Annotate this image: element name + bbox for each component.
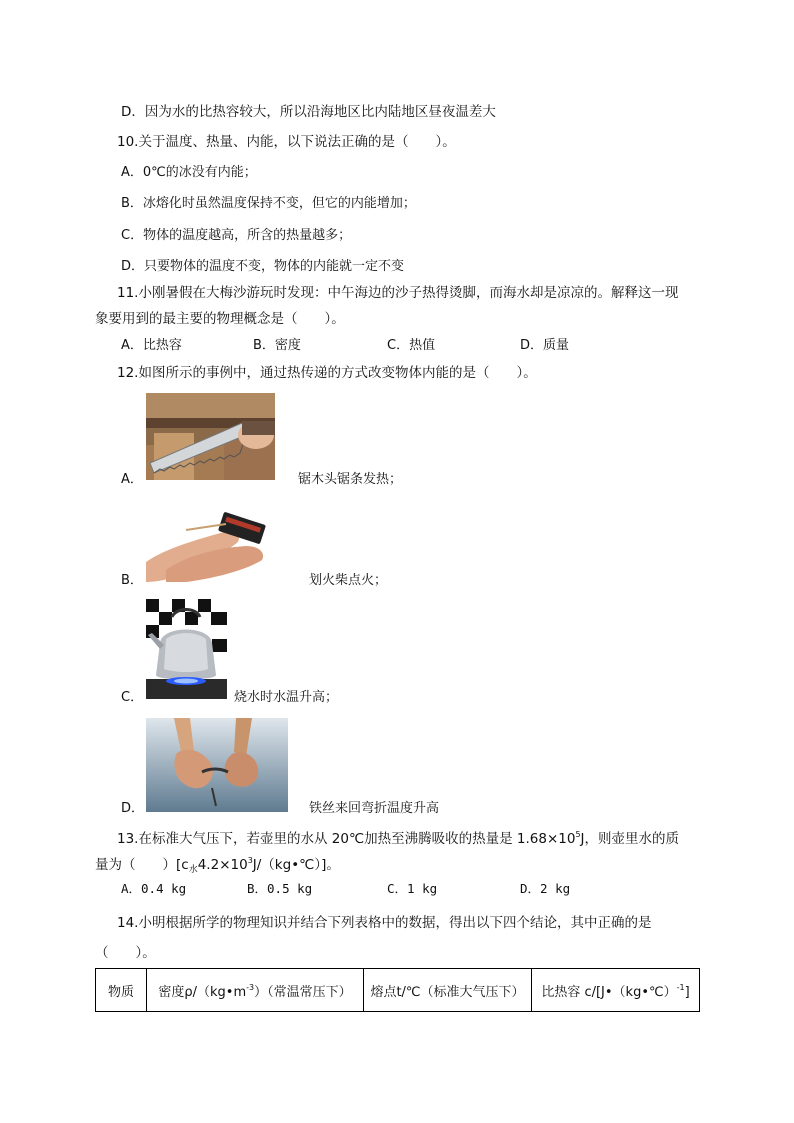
substance-property-table	[95, 968, 700, 1012]
q13-option-d: D．2 kg	[520, 881, 571, 896]
q11-stem-line1: 11.小刚暑假在大梅沙游玩时发现：中午海边的沙子热得烫脚，而海水却是凉凉的。解释这一现	[117, 285, 679, 301]
water-subscript: 水	[188, 865, 198, 875]
q12-option-c-text: 烧水时水温升高；	[234, 690, 339, 705]
table-header-row	[96, 969, 700, 1012]
q13-option-c: C．1 kg	[387, 881, 438, 896]
saw-wood-image	[146, 393, 275, 480]
q10-option-a: A．0℃的冰没有内能；	[121, 165, 257, 180]
q11-option-d: D．质量	[520, 338, 570, 353]
q12-option-a-text: 锯木头锯条发热；	[298, 472, 403, 487]
q9-option-d: D．因为水的比热容较大，所以沿海地区比内陆地区昼夜温差大	[121, 104, 496, 120]
strike-match-image	[146, 500, 269, 582]
q10-option-d: D．只要物体的温度不变，物体的内能就一定不变	[121, 259, 405, 274]
q12-option-b-text: 划火柴点火；	[309, 573, 388, 588]
header-density: 密度$\rho/(kg•m^{-3})$（常温常压下）	[147, 969, 364, 1012]
q12-option-c-letter: C．	[121, 690, 144, 705]
q13-power-5: 5	[575, 830, 581, 839]
q13-stem-line2: 量为（ ）$[c_水4.2\times 10^3J/(kg•℃)]$。	[95, 856, 340, 875]
q10-option-c: C．物体的温度越高，所含的热量越多；	[121, 228, 352, 243]
q13-option-b: B．0.5 kg	[247, 881, 313, 896]
q13-option-a: A．0.4 kg	[121, 881, 187, 896]
q10-stem: 10.关于温度、热量、内能，以下说法正确的是（ ）。	[117, 134, 456, 150]
kettle-stove-image	[146, 599, 227, 699]
header-substance: 物质	[96, 969, 147, 1012]
q14-stem-line2: （ ）。	[95, 945, 156, 961]
bend-wire-image	[146, 718, 288, 812]
q12-option-a-letter: A．	[121, 472, 143, 487]
q12-option-d-text: 铁丝来回弯折温度升高	[309, 801, 440, 816]
q13-stem-line1: 13.在标准大气压下，若壶里的水从 20℃加热至沸腾吸收的热量是 $1.68\times 10^5J$，则壶里水的质	[117, 830, 680, 847]
q10-option-b: B．冰熔化时虽然温度保持不变，但它的内能增加；	[121, 196, 416, 211]
header-specific-heat: 比热容 c/[J•（kg•℃）$^{-1}$]	[532, 969, 700, 1012]
q12-option-b-letter: B．	[121, 573, 143, 588]
q11-option-a: A．比热容	[121, 338, 182, 353]
header-melting-point: 熔点t/℃（标准大气压下）	[364, 969, 532, 1012]
q12-option-d-letter: D．	[121, 801, 145, 816]
q11-stem-line2: 象要用到的最主要的物理概念是（ ）。	[95, 311, 345, 327]
q12-stem: 12.如图所示的事例中，通过热传递的方式改变物体内能的是（ ）。	[117, 365, 537, 381]
q13-power-3: 3	[247, 856, 253, 865]
q14-stem-line1: 14.小明根据所学的物理知识并结合下列表格中的数据，得出以下四个结论，其中正确的是	[117, 915, 652, 931]
q11-option-c: C．热值	[387, 338, 436, 353]
q11-option-b: B．密度	[253, 338, 301, 353]
